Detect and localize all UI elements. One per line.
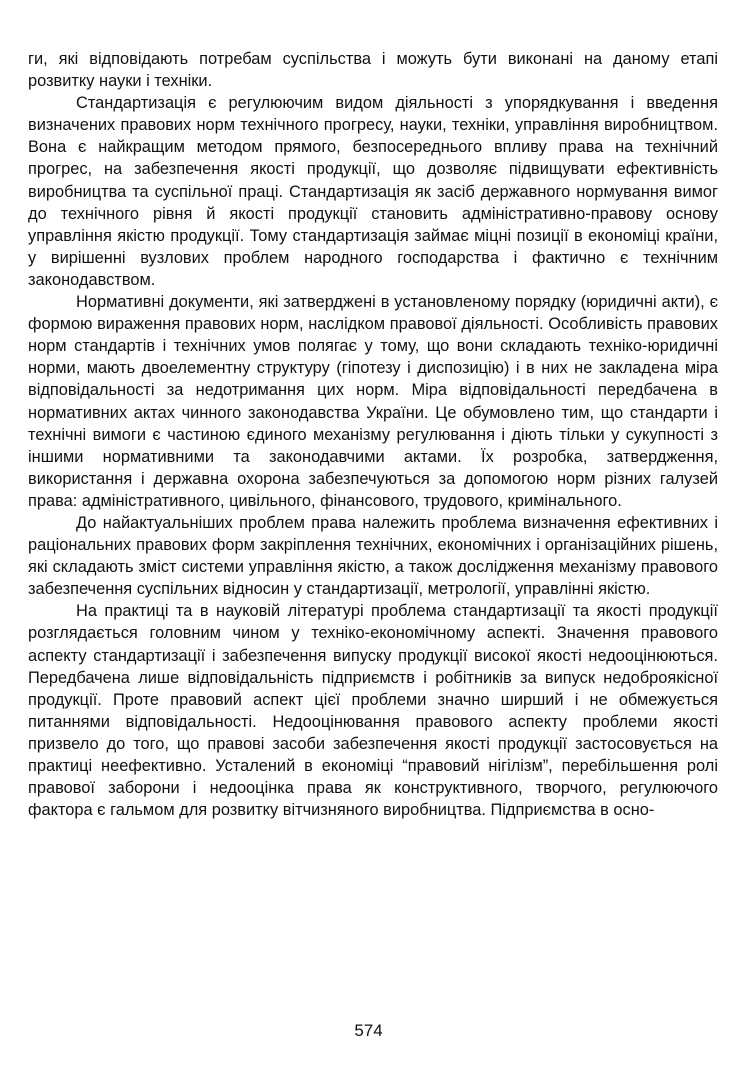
page-number: 574 <box>354 1021 383 1040</box>
paragraph-normative-documents: Нормативні документи, які затверджені в установленому порядку (юридичні акти), є формою вираження правових норм, наслідком правової діяльності. Особливість правових норм стандартів і технічних умов полягає у тому, що вони складають техніко-юридичні норми, мають двоелементну структуру (гіпотезу і диспозицію) і в них не закладена міра відповідальності за недотримання цих норм. Міра відповідальності передбачена в нормативних актах чинного законодавства України. Це обумовлено тим, що стандарти і технічні вимоги є частиною єдиного механізму регулювання і діють тільки у сукупності з іншими нормативними та законодавчими актами. Їх розробка, затвердження, використання і державна охорона забезпечуються за допомогою норм різних галузей права: адміністративного, цивільного, фінансового, трудового, кримінального. <box>28 293 718 510</box>
paragraph-law-problems: До найактуальніших проблем права належить проблема визначення ефективних і раціональних правових форм закріплення технічних, економічних і організаційних рішень, які складають зміст системи управління якістю, а також дослідження механізму правового забезпечення суспільних відносин у стандартизації, метрології, управлінні якістю. <box>28 513 718 599</box>
paragraph-practice: На практиці та в науковій літературі проблема стандартизації та якості продукції розглядається головним чином у техніко-економічному аспекті. Значення правового аспекту стандартизації і забезпечення випуску продукції високої якості недооцінюються. Передбачена лише відповідальність підприємств і робітників за випуск недоброякісної продукції. Проте правовий аспект цієї проблеми значно ширший і не обмежується питаннями відповідальності. Недооцінювання правового аспекту проблеми якості призвело до того, що правові засоби забезпечення якості продукції застосовується на практиці неефективно. Усталений в економіці “правовий нігілізм”, перебільшення ролі правової заборони і недооцінка права як конструктивного, творчого, регулюючого фактора є гальмом для розвитку вітчизняного виробництва. Підприємства в осно- <box>28 602 718 820</box>
page-body <box>28 48 718 821</box>
paragraph-continuation: ги, які відповідають потребам суспільства і можуть бути виконані на даному етапі розвитку науки і техніки. <box>28 50 718 91</box>
paragraph-standardization: Стандартизація є регулюючим видом діяльності з упорядкування і введення визначених правових норм технічного прогресу, науки, техніки, управління виробництвом. Вона є найкращим методом прямого, безпосереднього впливу права на технічний прогрес, на забезпечення якості продукції, що дозволяє підвищувати ефективність виробництва та суспільної праці. Стандартизація як засіб державного нормування вимог до технічного рівня й якості продукції становить адміністративно-правову основу управління якістю продукції. Тому стандартизація займає міцні позиції в економіці країни, у вирішенні вузлових проблем народного господарства і фактично є технічним законодавством. <box>28 94 718 289</box>
